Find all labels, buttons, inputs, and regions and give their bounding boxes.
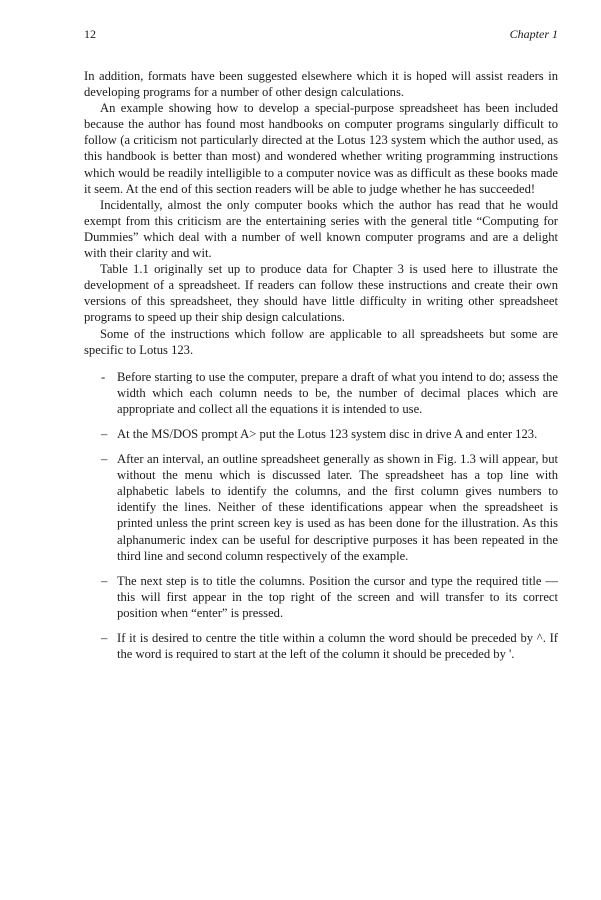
list-marker: - (101, 369, 106, 384)
paragraph: Table 1.1 originally set up to produce data for Chapter 3 is used here to illustrate the development of a spreadsheet. If readers can follow these instructions and create their own versions of this spreadsheet, they should have little difficulty in writing other spreadsheet programs to speed up their ship design calculations. (84, 262, 558, 325)
list-item (84, 369, 558, 417)
page-number: 12 (84, 27, 96, 41)
paragraph: An example showing how to develop a special-purpose spreadsheet has been included because the author has found most handbooks on computer programs singularly difficult to follow (a criticism not particularly directed at the Lotus 123 system which the author used, as this handbook is better than most) and wondered whether writing programming instructions which would be readily intelligible to a computer novice was as difficult as these books made it seem. At the end of this section readers will be able to judge whether he has succeeded! (84, 101, 558, 196)
chapter-label: Chapter 1 (509, 27, 558, 41)
paragraph: Incidentally, almost the only computer books which the author has read that he would exempt from this criticism are the entertaining series with the general title “Computing for Dummies” which deal with a number of well known computer programs and are a delight with their clarity and wit. (84, 197, 558, 261)
list-marker: – (101, 631, 108, 645)
list-item (84, 573, 558, 621)
running-header (84, 27, 558, 43)
paragraph: Some of the instructions which follow are applicable to all spreadsheets but some are specific to Lotus 123. (84, 326, 558, 357)
paragraph: In addition, formats have been suggested elsewhere which it is hoped will assist readers in developing programs for a number of other design calculations. (84, 69, 558, 100)
list-item-text: Before starting to use the computer, prepare a draft of what you intend to do; assess the width which each column needs to be, the number of decimal places which are appropriate and collect all the equations it is intended to use. (117, 369, 558, 416)
body-text (84, 68, 558, 671)
list-marker: – (101, 573, 108, 588)
list-marker: – (101, 426, 108, 441)
list-item (84, 630, 558, 662)
list-item-text: The next step is to title the columns. Position the cursor and type the required title — this will first appear in the top right of the screen and will transfer to its correct position when “enter” is pressed. (117, 573, 558, 620)
list-item (84, 426, 558, 442)
list-item (84, 451, 558, 564)
list-item-text: After an interval, an outline spreadsheet generally as shown in Fig. 1.3 will appear, but without the menu which is discussed later. The spreadsheet has a top line with alphabetic labels to identify the columns, and the first column gives numbers to identify the lines. Neither of these identifications appear when the spreadsheet is printed unless the print screen key is used as has been done for the illustration. As this alphanumeric index can be useful for descriptive purposes it has been repeated in the third line and second column respectively of the example. (117, 452, 558, 563)
list-item-text: If it is desired to centre the title within a column the word should be preceded by ^. If the word is required to start at the left of the column it should be preceded by '. (117, 631, 558, 662)
list-item-text: At the MS/DOS prompt A> put the Lotus 123 system disc in drive A and enter 123. (117, 426, 538, 441)
instruction-list (84, 369, 558, 663)
list-marker: – (101, 452, 108, 467)
